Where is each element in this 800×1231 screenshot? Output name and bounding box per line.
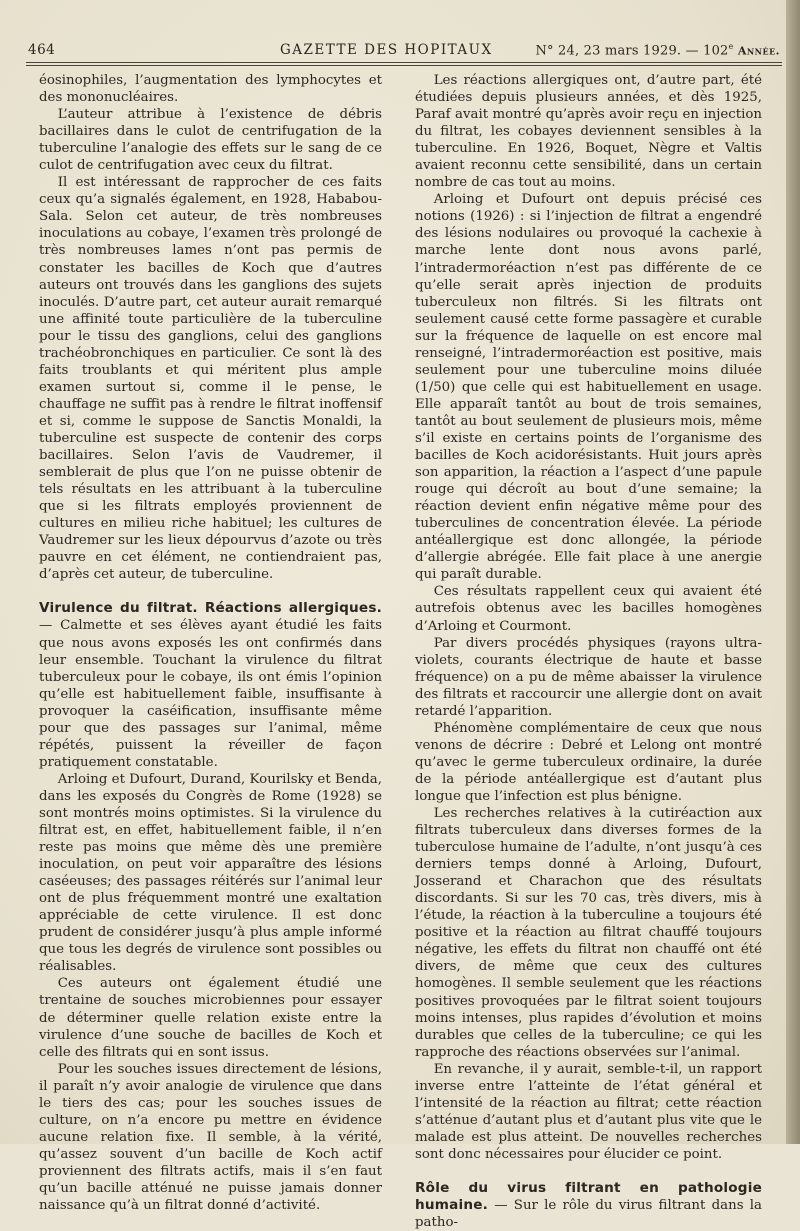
journal-title: GAZETTE DES HOPITAUX bbox=[280, 42, 493, 58]
paragraph: Par divers procédés physiques (rayons ultra-violets, courants électrique de haute et basse fréquence) on a pu de même abaisser la virulence des filtrats et raccourcir une allergie dont on avait retardé l’apparition. bbox=[415, 635, 762, 719]
page-edge bbox=[786, 0, 800, 1144]
section-paragraph bbox=[39, 600, 382, 770]
right-column bbox=[415, 72, 762, 1231]
paragraph: Ces auteurs ont également étudié une trentaine de souches microbiennes pour essayer de déterminer quelle relation existe entre la virulence d’une souche de bacilles de Koch et celle des filtrats qui en sont issus. bbox=[39, 976, 382, 1060]
issue-date: N° 24, 23 mars 1929. — 102 bbox=[535, 43, 729, 59]
paragraph: L’auteur attribue à l’existence de débris bacillaires dans le culot de centrifugation de la tuberculine l’analogie des effets sur le sang de ce culot de centrifugation avec ceux du filtrat. bbox=[39, 107, 382, 174]
paragraph: Pour les souches issues directement de lésions, il paraît n’y avoir analogie de virulence que dans le tiers des cas; pour les souches issues de culture, on n’a encore pu mettre en évidence aucune relation fixe. Il semble, à la vérité, qu’assez souvent d’un bacille de Koch actif proviennent des filtrats actifs, mais il s’en faut qu’un bacille atténué ne puisse jamais donner naissance qu’à un filtrat donné d’activité. bbox=[39, 1061, 382, 1214]
section-paragraph bbox=[415, 1180, 762, 1231]
paragraph: Les recherches relatives à la cutiréaction aux filtrats tuberculeux dans diverses formes de la tuberculose humaine de l’adulte, n’ont jusqu’à ces derniers temps donné à Arloing, Dufourt, Josserand et Charachon que des résultats discordants. Si sur les 70 cas, très divers, mis à l’étude, la réaction à la tuberculine a toujours été positive et la réaction au filtrat chauffé toujours négative, les effets du filtrat non chauffé ont été divers, de même que ceux des cultures homogènes. Il semble seulement que les réactions positives provoquées par le filtrat soient toujours moins intenses, plus rapides d’évolution et moins durables que celles de la tuberculine; ce qui les rapproche des réactions observées sur l’animal. bbox=[415, 806, 762, 1060]
page-number: 464 bbox=[28, 42, 56, 58]
issue-year-label: Année. bbox=[737, 44, 780, 58]
left-column bbox=[39, 72, 382, 1214]
header-rule-top bbox=[26, 62, 782, 63]
paragraph: Phénomène complémentaire de ceux que nous venons de décrire : Debré et Lelong ont montré qu’avec le germe tuberculeux ordinaire, la durée de la période antéallergique est d’autant plus longue que l’infection est plus bénigne. bbox=[415, 720, 762, 804]
paragraph: Ces résultats rappellent ceux qui avaient été autrefois obtenus avec les bacilles homogènes d’Arloing et Courmont. bbox=[415, 584, 762, 634]
paragraph: Il est intéressant de rapprocher de ces faits ceux qu’a signalés également, en 1928, Hababou-Sala. Selon cet auteur, de très nombreuses inoculations au cobaye, l’examen très prolongé de très nombreuses lames n’ont pas permis de constater les bacilles de Koch que d’autres auteurs ont trouvés dans les ganglions des sujets inoculés. D’autre part, cet auteur aurait remarqué une affinité toute particulière de la tuberculine pour le tissu des ganglions, celui des ganglions trachéobronchiques en particulier. Ce sont là des faits troublants et qui méritent plus ample examen surtout si, comme il le pense, le chauffage ne suffit pas à rendre le filtrat inoffensif et si, comme le suppose de Sanctis Monaldi, la tuberculine est suspecte de contenir des corps bacillaires. Selon l’avis de Vaudremer, il semblerait de plus que l’on ne puisse obtenir de tels résultats en les attribuant à la tuberculine que si les filtrats employés proviennent de cultures en milieu riche habituel; les cultures de Vaudremer sur les lieux dépourvus d’azote ou très pauvre en cet élément, ne contiendraient pas, d’après cet auteur, de tuberculine. bbox=[39, 175, 382, 583]
paragraph: éosinophiles, l’augmentation des lymphocytes et des mononucléaires. bbox=[39, 73, 382, 106]
paragraph: En revanche, il y aurait, semble-t-il, un rapport inverse entre l’atteinte de l’état général et l’intensité de la réaction au filtrat; cette réaction s’atténue d’autant plus et d’autant plus vite que le malade est plus atteint. De nouvelles recherches sont donc nécessaires pour élucider ce point. bbox=[415, 1061, 762, 1162]
section-heading-virus-role: Rôle du virus filtrant en pathologie humaine. bbox=[415, 1180, 762, 1214]
paragraph: Arloing et Dufourt ont depuis précisé ces notions (1926) : si l’injection de filtrat a engendré des lésions nodulaires ou provoqué la cachexie à marche lente dont nous avons parlé, l’intradermoréaction n’est pas différente de ce qu’elle serait après injection de produits tuberculeux non filtrés. Si les filtrats ont seulement causé cette forme passagère et curable sur la fréquence de laquelle on est encore mal renseigné, l’intradermoréaction est positive, mais seulement pour une tuberculine moins diluée (1/50) que celle qui est habituellement en usage. Elle apparaît tantôt au bout de trois semaines, tantôt au bout seulement de plusieurs mois, même s’il existe en certains points de l’organisme des bacilles de Koch acidorésistants. Huit jours après son apparition, la réaction a l’aspect d’une papule rouge qui décroît au bout d’une semaine; la réaction devient enfin négative même pour des tuberculines de concentration élevée. La période antéallergique est donc allongée, la période d’allergie abrégée. Elle fait place à une anergie qui paraît durable. bbox=[415, 192, 762, 583]
paragraph: Arloing et Dufourt, Durand, Kourilsky et Benda, dans les exposés du Congrès de Rome (1928) se sont montrés moins optimistes. Si la virulence du filtrat est, en effet, habituellement faible, il n’en reste pas moins que même dès une première inoculation, on peut voir apparaître des lésions caséeuses; des passages réitérés sur l’animal leur ont de plus fréquemment montré une exaltation appréciable de cette virulence. Il est donc prudent de considérer jusqu’à plus ample informé que tous les degrés de virulence sont possibles ou réalisables. bbox=[39, 771, 382, 975]
section-text: — Calmette et ses élèves ayant étudié les faits que nous avons exposés les ont confirmés dans leur ensemble. Touchant la virulence du filtrat tuberculeux pour le cobaye, ils ont émis l’opinion qu’elle est habituellement faible, insuffisante à provoquer la caséification, insuffisante même pour que des passages sur l’animal, même répétés, puissent la réveiller de façon pratiquement constatable. bbox=[39, 618, 382, 770]
issue-ordinal: e bbox=[728, 42, 734, 51]
section-heading-virulence: Virulence du filtrat. Réactions allergiques. bbox=[39, 600, 382, 617]
page-header bbox=[28, 38, 780, 60]
header-rule-bottom bbox=[26, 65, 782, 66]
paragraph: Les réactions allergiques ont, d’autre part, été étudiées depuis plusieurs années, et dès 1925, Paraf avait montré qu’après avoir reçu en injection du filtrat, les cobayes deviennent sensibles à la tuberculine. En 1926, Boquet, Nègre et Valtis avaient reconnu cette sensibilité, dans un certain nombre de cas tout au moins. bbox=[415, 73, 762, 191]
issue-info bbox=[535, 42, 780, 58]
section-text: — Sur le rôle du virus filtrant dans la patho- bbox=[415, 1198, 762, 1231]
